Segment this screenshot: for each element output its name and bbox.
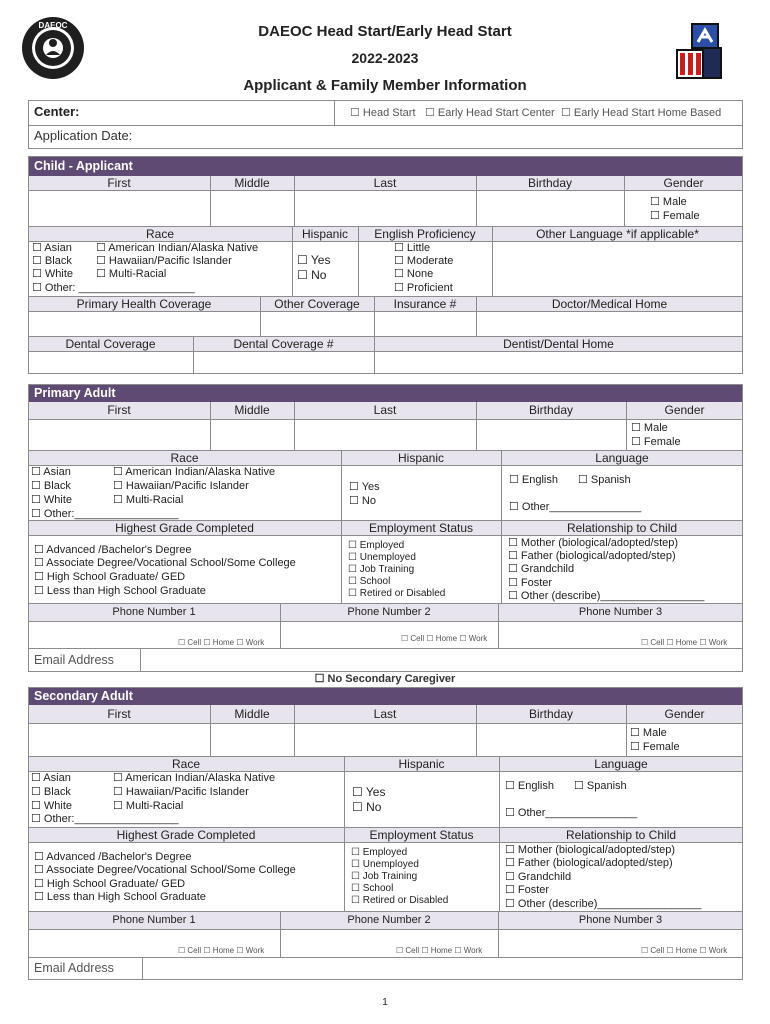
primary-emp-school[interactable]: ☐ School — [348, 576, 391, 587]
child-race-black[interactable]: ☐ Black — [32, 255, 72, 267]
primary-lang-other[interactable]: ☐ Other_______________ — [509, 501, 642, 513]
secondary-rel-foster[interactable]: ☐ Foster — [505, 884, 550, 896]
secondary-birthday-header: Birthday — [528, 707, 574, 721]
secondary-emp-school[interactable]: ☐ School — [351, 883, 394, 894]
primary-email-label: Email Address — [34, 653, 114, 667]
secondary-grade-associate[interactable]: ☐ Associate Degree/Vocational School/Some College — [34, 864, 296, 876]
primary-relationship-header: Relationship to Child — [566, 521, 678, 535]
secondary-grade-highschool[interactable]: ☐ High School Graduate/ GED — [34, 878, 186, 890]
child-race-asian[interactable]: ☐ Asian — [32, 242, 72, 254]
secondary-phone2-header: Phone Number 2 — [347, 914, 431, 926]
secondary-adult-bar: Secondary Adult — [28, 687, 743, 705]
primary-hispanic-no[interactable]: ☐ No — [349, 495, 376, 507]
secondary-emp-employed[interactable]: ☐ Employed — [351, 847, 408, 858]
primary-first-header: First — [107, 403, 131, 417]
child-race-multi[interactable]: ☐ Multi-Racial — [96, 268, 167, 280]
child-english-header: English Proficiency — [374, 227, 476, 241]
primary-middle-header: Middle — [234, 403, 270, 417]
primary-phone3-header: Phone Number 3 — [578, 606, 663, 618]
dental-coverage-number-header: Dental Coverage # — [233, 337, 334, 351]
child-race-other[interactable]: ☐ Other: ___________________ — [32, 282, 195, 294]
secondary-hispanic-header: Hispanic — [398, 757, 445, 771]
secondary-rel-father[interactable]: ☐ Father (biological/adopted/step) — [505, 857, 673, 869]
primary-grade-associate[interactable]: ☐ Associate Degree/Vocational School/Some College — [34, 557, 296, 569]
primary-rel-other[interactable]: ☐ Other (describe)_________________ — [508, 590, 705, 602]
primary-race-native[interactable]: ☐ American Indian/Alaska Native — [113, 466, 276, 478]
secondary-race-black[interactable]: ☐ Black — [31, 786, 71, 798]
primary-gender-male[interactable]: ☐ Male — [631, 422, 668, 434]
secondary-race-header: Race — [171, 757, 200, 771]
primary-phone1-type[interactable]: ☐ Cell ☐ Home ☐ Work — [178, 638, 265, 647]
primary-race-multi[interactable]: ☐ Multi-Racial — [113, 494, 184, 506]
primary-lang-spanish[interactable]: ☐ Spanish — [578, 474, 631, 486]
primary-employment-header: Employment Status — [368, 521, 474, 535]
secondary-lang-spanish[interactable]: ☐ Spanish — [574, 780, 627, 792]
secondary-gender-female[interactable]: ☐ Female — [630, 741, 680, 753]
primary-emp-training[interactable]: ☐ Job Training — [348, 564, 415, 575]
primary-gender-header: Gender — [664, 403, 705, 417]
primary-phone3-type[interactable]: ☐ Cell ☐ Home ☐ Work — [641, 638, 728, 647]
secondary-language-header: Language — [594, 757, 648, 771]
program-year: 2022-2023 — [351, 50, 419, 66]
primary-language-header: Language — [595, 451, 649, 465]
primary-race-white[interactable]: ☐ White — [31, 494, 73, 506]
secondary-grade-less[interactable]: ☐ Less than High School Graduate — [34, 891, 206, 903]
secondary-race-other[interactable]: ☐ Other:_________________ — [31, 813, 179, 825]
primary-birthday-header: Birthday — [528, 403, 574, 417]
primary-rel-grandchild[interactable]: ☐ Grandchild — [508, 563, 575, 575]
secondary-phone1-type[interactable]: ☐ Cell ☐ Home ☐ Work — [178, 946, 265, 955]
dentist-header: Dentist/Dental Home — [503, 337, 614, 351]
english-moderate[interactable]: ☐ Moderate — [394, 255, 454, 267]
insurance-number-header: Insurance # — [393, 297, 457, 311]
child-race-header: Race — [145, 227, 174, 241]
center-label: Center: — [34, 104, 80, 119]
primary-race-asian[interactable]: ☐ Asian — [31, 466, 71, 478]
child-birthday-header: Birthday — [527, 176, 573, 190]
dental-coverage-header: Dental Coverage — [65, 337, 156, 351]
secondary-middle-header: Middle — [234, 707, 270, 721]
child-gender-female[interactable]: ☐ Female — [650, 210, 700, 222]
secondary-rel-grandchild[interactable]: ☐ Grandchild — [505, 871, 572, 883]
primary-race-pacific[interactable]: ☐ Hawaiian/Pacific Islander — [113, 480, 249, 492]
primary-hispanic-header: Hispanic — [397, 451, 445, 465]
page-number: 1 — [382, 997, 388, 1008]
primary-race-header: Race — [170, 451, 199, 465]
primary-last-header: Last — [373, 403, 397, 417]
child-gender-male[interactable]: ☐ Male — [650, 196, 687, 208]
child-race-native[interactable]: ☐ American Indian/Alaska Native — [96, 242, 259, 254]
secondary-grade-bachelor[interactable]: ☐ Advanced /Bachelor's Degree — [34, 851, 192, 863]
child-hispanic-no[interactable]: ☐ No — [297, 268, 327, 282]
application-date-label: Application Date: — [34, 128, 133, 143]
center-option-head-start[interactable]: ☐ Head Start — [350, 107, 416, 119]
child-first-header: First — [107, 176, 131, 190]
secondary-first-header: First — [107, 707, 131, 721]
english-proficient[interactable]: ☐ Proficient — [394, 282, 453, 294]
secondary-phone3-type[interactable]: ☐ Cell ☐ Home ☐ Work — [641, 946, 728, 955]
secondary-lang-english[interactable]: ☐ English — [505, 780, 554, 792]
secondary-hispanic-no[interactable]: ☐ No — [352, 800, 382, 814]
secondary-last-header: Last — [373, 707, 397, 721]
secondary-lang-other[interactable]: ☐ Other_______________ — [505, 807, 638, 819]
primary-grade-bachelor[interactable]: ☐ Advanced /Bachelor's Degree — [34, 544, 192, 556]
page-title: DAEOC Head Start/Early Head Start — [258, 23, 512, 40]
secondary-rel-other[interactable]: ☐ Other (describe)_________________ — [505, 898, 702, 910]
secondary-race-native[interactable]: ☐ American Indian/Alaska Native — [113, 772, 276, 784]
child-race-white[interactable]: ☐ White — [32, 268, 74, 280]
primary-grade-highschool[interactable]: ☐ High School Graduate/ GED — [34, 571, 186, 583]
primary-hispanic-yes[interactable]: ☐ Yes — [349, 481, 380, 493]
secondary-phone3-header: Phone Number 3 — [578, 914, 663, 926]
alphabet-blocks-icon — [668, 22, 730, 84]
primary-grade-less[interactable]: ☐ Less than High School Graduate — [34, 585, 206, 597]
english-little[interactable]: ☐ Little — [394, 242, 431, 254]
secondary-employment-header: Employment Status — [369, 828, 474, 842]
secondary-emp-retired[interactable]: ☐ Retired or Disabled — [351, 895, 449, 906]
primary-health-coverage-header: Primary Health Coverage — [76, 297, 212, 311]
secondary-race-white[interactable]: ☐ White — [31, 800, 73, 812]
child-other-language-header: Other Language *if applicable* — [536, 227, 699, 241]
secondary-grade-header: Highest Grade Completed — [116, 828, 256, 842]
primary-rel-father[interactable]: ☐ Father (biological/adopted/step) — [508, 550, 676, 562]
form-subtitle: Applicant & Family Member Information — [243, 77, 527, 94]
primary-phone1-header: Phone Number 1 — [112, 606, 196, 618]
child-hispanic-yes[interactable]: ☐ Yes — [297, 253, 331, 267]
primary-lang-english[interactable]: ☐ English — [509, 474, 558, 486]
primary-rel-foster[interactable]: ☐ Foster — [508, 577, 553, 589]
primary-phone2-header: Phone Number 2 — [347, 606, 431, 618]
center-option-ehs-center[interactable]: ☐ Early Head Start Center — [425, 107, 555, 119]
secondary-emp-training[interactable]: ☐ Job Training — [351, 871, 418, 882]
primary-gender-female[interactable]: ☐ Female — [631, 436, 681, 448]
center-option-ehs-home[interactable]: ☐ Early Head Start Home Based — [561, 107, 722, 119]
other-coverage-header: Other Coverage — [274, 297, 360, 311]
secondary-race-pacific[interactable]: ☐ Hawaiian/Pacific Islander — [113, 786, 249, 798]
secondary-race-multi[interactable]: ☐ Multi-Racial — [113, 800, 184, 812]
secondary-phone1-header: Phone Number 1 — [112, 914, 196, 926]
no-secondary-caregiver-checkbox[interactable]: ☐ No Secondary Caregiver — [314, 673, 456, 685]
english-none[interactable]: ☐ None — [394, 268, 434, 280]
child-last-header: Last — [373, 176, 397, 190]
secondary-hispanic-yes[interactable]: ☐ Yes — [352, 785, 386, 799]
primary-adult-bar: Primary Adult — [28, 384, 743, 402]
secondary-phone2-type[interactable]: ☐ Cell ☐ Home ☐ Work — [396, 946, 483, 955]
child-hispanic-header: Hispanic — [301, 227, 349, 241]
primary-race-other[interactable]: ☐ Other:_________________ — [31, 508, 179, 520]
primary-phone2-type[interactable]: ☐ Cell ☐ Home ☐ Work — [401, 634, 488, 643]
primary-emp-employed[interactable]: ☐ Employed — [348, 540, 405, 551]
secondary-email-label: Email Address — [34, 961, 114, 975]
secondary-relationship-header: Relationship to Child — [565, 828, 677, 842]
secondary-rel-mother[interactable]: ☐ Mother (biological/adopted/step) — [505, 844, 676, 856]
child-applicant-bar: Child - Applicant — [28, 156, 743, 176]
child-race-pacific[interactable]: ☐ Hawaiian/Pacific Islander — [96, 255, 232, 267]
doctor-medical-home-header: Doctor/Medical Home — [551, 297, 668, 311]
secondary-emp-unemployed[interactable]: ☐ Unemployed — [351, 859, 419, 870]
svg-text:DAEOC: DAEOC — [38, 21, 68, 30]
child-middle-header: Middle — [234, 176, 270, 190]
primary-emp-retired[interactable]: ☐ Retired or Disabled — [348, 588, 446, 599]
secondary-gender-header: Gender — [664, 707, 705, 721]
primary-race-black[interactable]: ☐ Black — [31, 480, 71, 492]
secondary-race-asian[interactable]: ☐ Asian — [31, 772, 71, 784]
child-gender-header: Gender — [663, 176, 704, 190]
primary-grade-header: Highest Grade Completed — [115, 521, 254, 535]
primary-rel-mother[interactable]: ☐ Mother (biological/adopted/step) — [508, 537, 679, 549]
primary-emp-unemployed[interactable]: ☐ Unemployed — [348, 552, 416, 563]
secondary-gender-male[interactable]: ☐ Male — [630, 727, 667, 739]
